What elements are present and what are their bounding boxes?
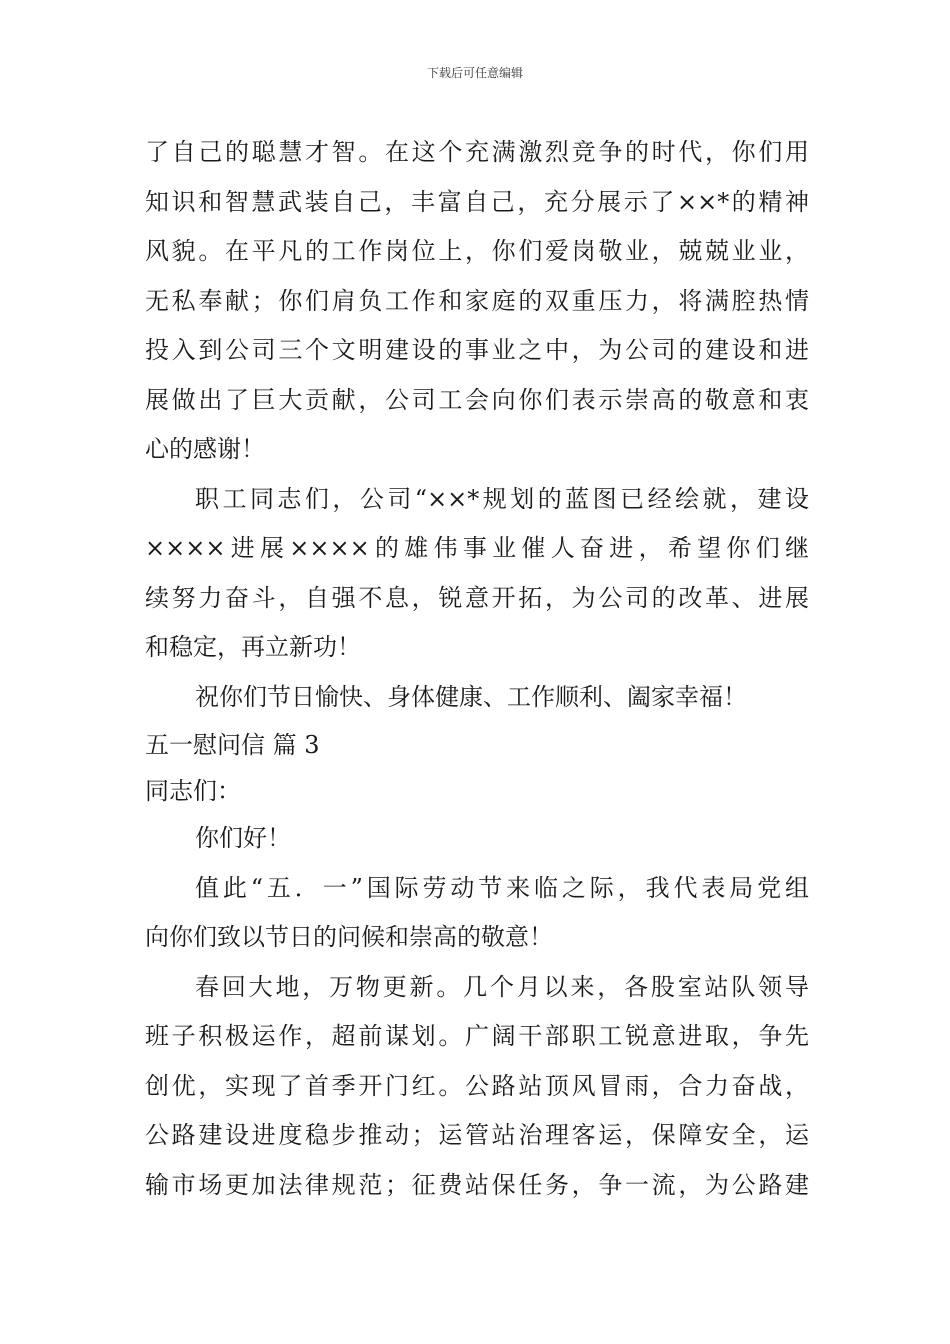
document-body [145, 128, 809, 1210]
text-line: 展做出了巨大贡献，公司工会向你们表示崇高的敬意和衷 [145, 385, 809, 414]
text-line: ××××进展××××的雄伟事业催人奋进，希望你们继 [145, 534, 809, 562]
text-line: 向你们致以节日的问候和崇高的敬意！ [145, 923, 553, 951]
paragraph-start: 值此“五．一”国际劳动节来临之际，我代表局党组 [195, 873, 809, 902]
text-line: 了自己的聪慧才智。在这个充满激烈竞争的时代，你们用 [145, 138, 809, 166]
text-line: 公路建设进度稳步推动；运管站治理客运，保障安全，运 [145, 1121, 809, 1149]
paragraph-start: 春回大地，万物更新。几个月以来，各股室站队领导 [195, 972, 809, 1001]
text-line: 知识和智慧武装自己，丰富自己，充分展示了××*的精神 [145, 187, 809, 216]
text-line: 风貌。在平凡的工作岗位上，你们爱岗敬业，兢兢业业， [145, 237, 809, 265]
paragraph-start: 职工同志们，公司“××*规划的蓝图已经绘就，建设 [195, 484, 809, 513]
text-line: 输市场更加法律规范；征费站保任务，争一流，为公路建 [145, 1170, 809, 1199]
text-line: 班子积极运作，超前谋划。广阔干部职工锐意进取，争先 [145, 1022, 809, 1050]
page-header: 下载后可任意编辑 [426, 66, 523, 80]
section-title: 五一慰问信 篇 3 [145, 731, 320, 759]
text-line: 无私奉献；你们肩负工作和家庭的双重压力，将满腔热情 [145, 286, 809, 315]
text-line: 和稳定，再立新功！ [145, 633, 361, 661]
text-line: 投入到公司三个文明建设的事业之中，为公司的建设和进 [145, 336, 809, 364]
text-line: 续努力奋斗，自强不息，锐意开拓，为公司的改革、进展 [145, 583, 809, 612]
greeting: 你们好！ [195, 824, 291, 852]
text-line: 创优，实现了首季开门红。公路站顶风冒雨，合力奋战， [145, 1071, 809, 1100]
paragraph-start: 祝你们节日愉快、身体健康、工作顺利、阖家幸福！ [195, 682, 747, 711]
salutation: 同志们： [145, 777, 241, 805]
text-line: 心的感谢！ [145, 435, 265, 463]
